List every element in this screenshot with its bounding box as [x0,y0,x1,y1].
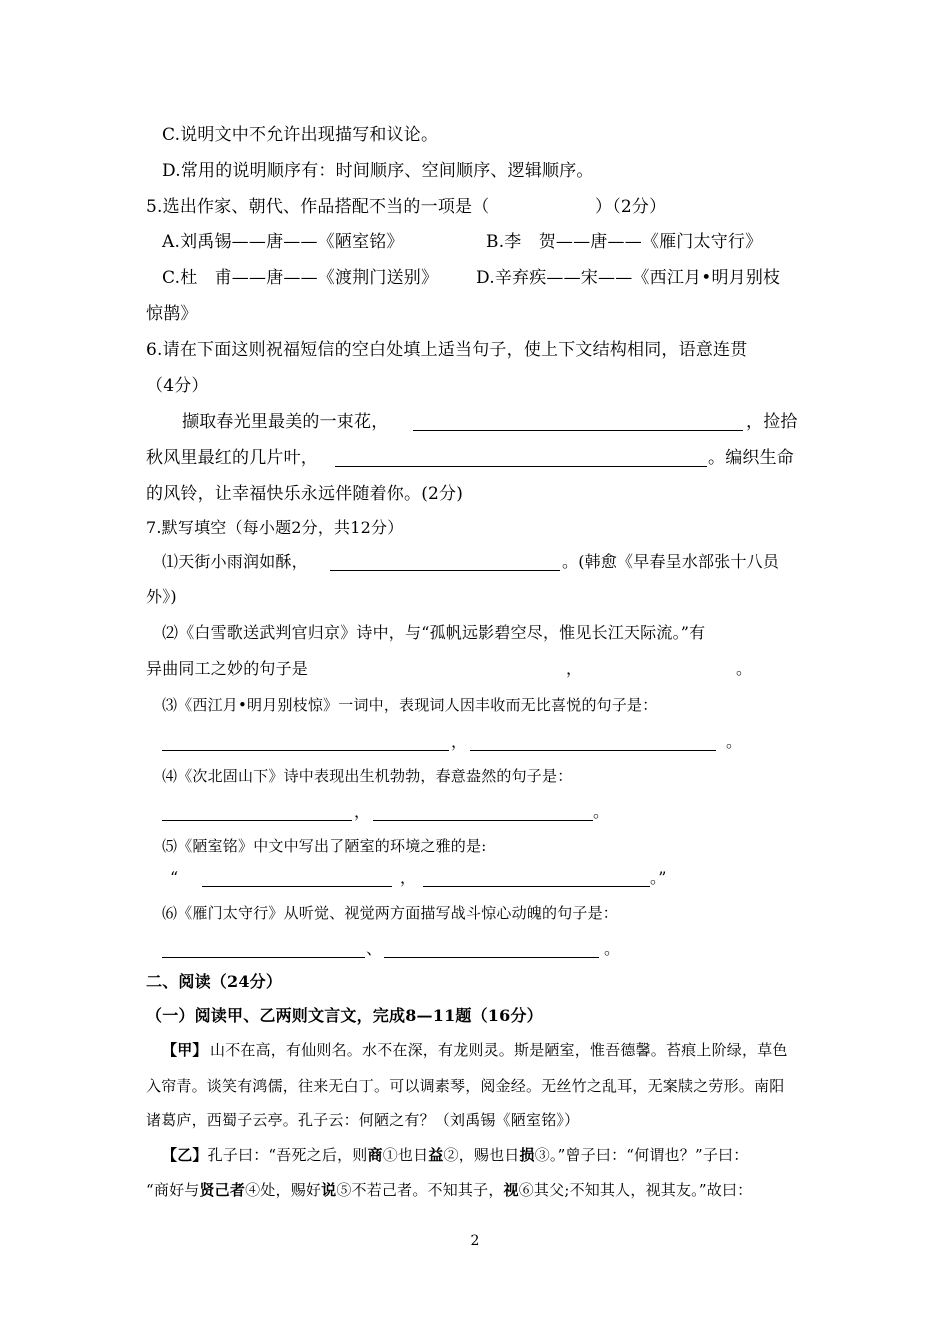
q7-5-text: ⑸《陋室铭》中文中写出了陋室的环境之雅的是: [162,837,487,855]
passage-jia-line-1 [0,1038,950,1068]
q6-sentence-2: 秋风里最红的几片叶， [146,448,318,468]
option-d-text: D.常用的说明顺序有：时间顺序、空间顺序、逻辑顺序。 [162,161,594,181]
answer-blank[interactable] [162,750,449,751]
question-5-score: ）（2分） [595,197,667,217]
answer-blank[interactable] [162,957,365,958]
passage-yi-segment: ③。”曾子曰：“何谓也？”子曰： [534,1146,749,1164]
answer-blank[interactable] [202,886,392,887]
answer-blank[interactable] [373,820,593,821]
passage-yi-keyword: 商 [367,1146,383,1164]
q7-6-separator: 、 [366,939,383,958]
q7-2-comma: ， [566,659,583,678]
passage-yi-keyword: 视 [503,1181,519,1199]
question-6 [0,338,950,368]
q7-item-1 [0,550,950,580]
passage-yi-tag: 【乙】 [162,1146,208,1164]
option-d-continuation [0,302,950,332]
passage-yi-segment: ⑥其父;不知其人，视其友。”故曰： [518,1181,753,1199]
answer-blank[interactable] [470,750,716,751]
question-7 [0,516,950,546]
passage-yi-line-2 [0,1178,950,1208]
passage-jia-line-3 [0,1108,950,1138]
q7-2-period: 。 [736,659,753,678]
section-2-heading [0,970,950,1000]
question-6-stem: 6.请在下面这则祝福短信的空白处填上适当句子，使上下文结构相同，语意连贯 [146,340,748,360]
passage-yi-segment: “商好与 [146,1181,200,1199]
q6-sentence-2-tail: 。编织生命 [708,448,794,468]
answer-blank[interactable] [423,886,650,887]
passage-yi-keyword: 贤己者 [199,1181,246,1199]
q6-sentence-1-tail: ，捡拾 [746,412,798,432]
passage-yi-segment: ②，赐也日 [443,1146,520,1164]
question-5-options-cd [0,266,950,296]
q7-item-5 [0,834,950,864]
section-2-title: 二、阅读（24分） [146,972,283,991]
q7-4-comma: ， [354,802,371,821]
q7-4-period: 。 [593,802,610,821]
answer-blank[interactable] [384,957,599,958]
q7-3-comma: ， [451,732,468,751]
answer-blank[interactable] [162,820,352,821]
q7-1-text: ⑴天街小雨润如酥， [162,552,308,571]
passage-jia-text-1: 山不在高，有仙则名。水不在深，有龙则灵。斯是陋室，惟吾德馨。苔痕上阶绿，草色 [210,1041,788,1059]
q7-4-text: ⑷《次北固山下》诗中表现出生机勃勃，春意盎然的句子是： [162,767,573,785]
answer-blank[interactable] [330,570,560,571]
passage-jia-text-2: 入帘青。谈笑有鸿儒，往来无白丁。可以调素琴，阅金经。无丝竹之乱耳，无案牍之劳形。南阳 [146,1077,785,1095]
q7-3-period: 。 [726,732,743,751]
option-b: B.李 贺——唐——《雁门太守行》 [486,232,763,252]
q7-5-open-quote: “ [170,868,179,887]
subsection-1-title: （一）阅读甲、乙两则文言文，完成8—11题（16分） [146,1006,543,1025]
passage-jia-tag: 【甲】 [162,1041,208,1059]
answer-blank[interactable] [413,430,743,431]
passage-yi-segment: ④处，赐好 [245,1181,322,1199]
option-d-tail: 惊鹊》 [146,304,198,324]
q7-item-4 [0,764,950,794]
q7-item-6-answers [0,937,950,967]
passage-yi-keyword: 说 [321,1181,337,1199]
question-7-stem: 7.默写填空（每小题2分，共12分） [146,518,404,537]
q6-text-line-3 [0,482,950,512]
passage-yi-keyword: 益 [428,1146,444,1164]
q7-6-text: ⑹《雁门太守行》从听觉、视觉两方面描写战斗惊心动魄的句子是： [162,904,619,922]
passage-jia-line-2 [0,1074,950,1104]
page-number: 2 [470,1233,480,1249]
passage-yi-line-1 [0,1143,950,1173]
q7-5-comma: ， [400,868,417,887]
question-6-score: （4分） [146,376,209,396]
option-d-line [0,159,950,189]
q7-item-4-answers [0,800,950,830]
q6-sentence-3: 的风铃，让幸福快乐永远伴随着你。(2分) [146,484,464,504]
q7-item-3 [0,693,950,723]
passage-yi-segment: ①也日 [382,1146,429,1164]
q7-2-prompt: 异曲同工之妙的句子是 [146,659,309,678]
q7-item-2-continuation [0,657,950,687]
q7-1-source-tail: 外》) [146,587,177,606]
question-5-stem: 5.选出作家、朝代、作品搭配不当的一项是（ [146,197,490,217]
option-d: D.辛弃疾——宋——《西江月•明月别枝 [476,268,781,288]
answer-blank[interactable] [335,466,707,467]
passage-yi-line-1-text [162,1143,748,1167]
passage-yi-keyword: 损 [519,1146,535,1164]
question-5-options-ab [0,230,950,260]
option-c-line [0,123,950,153]
subsection-1-heading [0,1004,950,1034]
passage-yi-segment: 孔子曰：“吾死之后，则 [207,1146,368,1164]
q7-item-1-continuation [0,585,950,615]
option-c: C.杜 甫——唐——《渡荆门送别》 [162,268,439,288]
option-c-text: C.说明文中不允许出现描写和议论。 [162,125,439,145]
passage-yi-segment: ⑤不若己者。不知其子， [336,1181,504,1199]
q7-item-3-answers [0,730,950,760]
q7-3-text: ⑶《西江月•明月别枝惊》一词中，表现词人因丰收而无比喜悦的句子是： [162,696,658,714]
passage-jia-text-3: 诸葛庐，西蜀子云亭。孔子云：何陋之有？（刘禹锡《陋室铭》） [146,1111,580,1129]
q7-item-5-answers [0,866,950,896]
q7-item-6 [0,901,950,931]
q6-text-line-2 [0,446,950,476]
q7-1-source: 。(韩愈《早春呈水部张十八员 [562,552,780,571]
q6-text-line-1 [0,410,950,440]
q7-5-close: 。” [650,868,667,887]
q7-item-2 [0,621,950,651]
question-6-score-line [0,374,950,404]
passage-yi-line-2-text [146,1178,752,1202]
q7-6-period: 。 [604,939,621,958]
q6-sentence-1: 撷取春光里最美的一束花， [182,412,389,432]
question-5 [0,195,950,225]
option-a: A.刘禹锡——唐——《陋室铭》 [162,232,404,252]
q7-2-text: ⑵《白雪歌送武判官归京》诗中，与“孤帆远影碧空尽，惟见长江天际流。”有 [162,623,706,642]
